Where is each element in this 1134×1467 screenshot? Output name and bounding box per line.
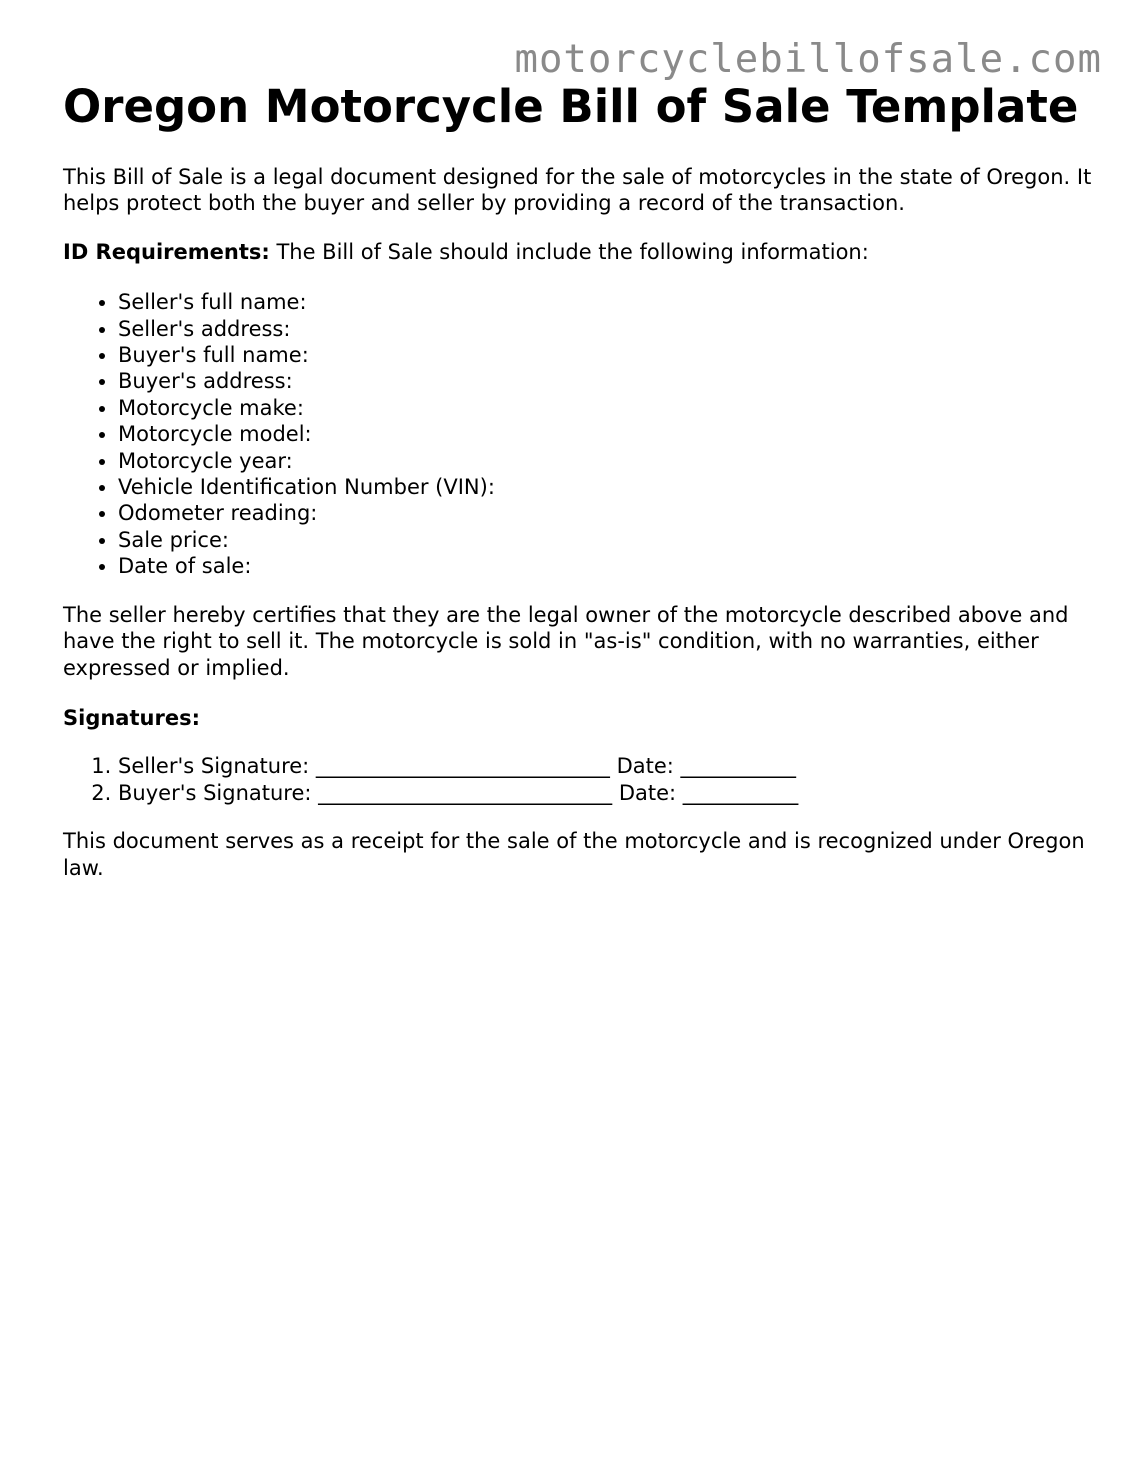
seller-signature-line: 1. Seller's Signature: ____________________________ Date: ___________ — [118, 753, 1093, 779]
watermark: motorcyclebillofsale.com — [514, 37, 1102, 82]
list-item-motorcycle-year: • Motorcycle year: — [118, 448, 1093, 474]
closing-paragraph: This document serves as a receipt for the sale of the motorcycle and is recognized under Oregon law. — [63, 829, 1085, 880]
id-requirements-text: The Bill of Sale should include the following information: — [269, 239, 869, 264]
list-item-sale-price: • Sale price: — [118, 527, 1093, 553]
document-body — [63, 80, 1093, 881]
id-requirements-label: ID Requirements: — [63, 239, 270, 264]
id-requirements-paragraph — [63, 239, 1093, 265]
list-item-date-of-sale: • Date of sale: — [118, 553, 1093, 579]
list-item-buyer-name: • Buyer's full name: — [118, 342, 1093, 368]
list-item-odometer: • Odometer reading: — [118, 500, 1093, 526]
signatures-list — [63, 753, 1093, 806]
list-item-buyer-address: • Buyer's address: — [118, 368, 1093, 394]
intro-paragraph: This Bill of Sale is a legal document designed for the sale of motorcycles in the state of Oregon. It helps protect both the buyer and seller by providing a record of the transaction. — [63, 165, 1092, 216]
certification-paragraph: The seller hereby certifies that they are the legal owner of the motorcycle described above and have the right to sell it. The motorcycle is sold in "as-is" condition, with no warranties, either expressed or implied. — [63, 602, 1069, 680]
signatures-heading: Signatures: — [63, 705, 200, 730]
list-item-seller-address: • Seller's address: — [118, 316, 1093, 342]
list-item-motorcycle-make: • Motorcycle make: — [118, 395, 1093, 421]
required-fields-list — [63, 289, 1093, 579]
page-title: Oregon Motorcycle Bill of Sale Template — [63, 80, 1079, 133]
buyer-signature-line: 2. Buyer's Signature: ____________________________ Date: ___________ — [118, 780, 1093, 806]
list-item-motorcycle-model: • Motorcycle model: — [118, 421, 1093, 447]
list-item-vin: • Vehicle Identification Number (VIN): — [118, 474, 1093, 500]
list-item-seller-name: • Seller's full name: — [118, 289, 1093, 315]
